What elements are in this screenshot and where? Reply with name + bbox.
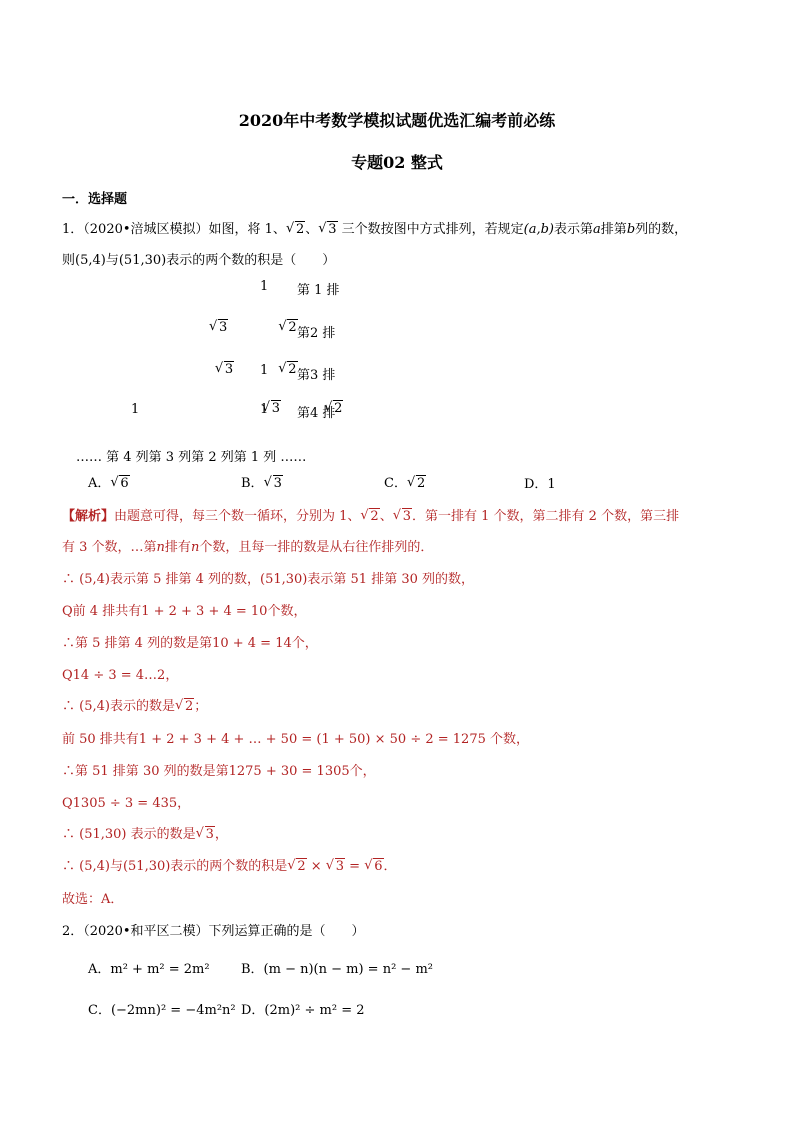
tri-r4-c4: 1	[131, 402, 140, 417]
tri-r4-c3: √ 3	[262, 401, 281, 416]
row-label-4: 第4 排	[297, 406, 336, 421]
q1-option-c: C．√ 2	[384, 472, 426, 491]
q1-option-d: D．1	[524, 477, 556, 492]
solution-line-13: 故选：A．	[62, 892, 124, 907]
row-label-2: 第2 排	[297, 326, 336, 341]
q1-stem-line1: 1．（2020•涪城区模拟）如图，将 1、√ 2、√ 3 三个数按图中方式排列，若规定(a,b)表示第a排第b列的数，	[62, 218, 687, 237]
q1-option-a: A．√ 6	[88, 472, 130, 491]
q2-option-d: D．(2m)² ÷ m² = 2	[241, 1003, 365, 1018]
solution-line-11: ∴ (51,30) 表示的数是√ 3，	[62, 823, 228, 842]
solution-line-1: 【解析】由题意可得，每三个数一循环，分别为 1、√ 2、√ 3．第一排有 1 个数，第二排有 2 个数，第三排	[62, 505, 679, 524]
solution-line-12: ∴ (5,4)与(51,30)表示的两个数的积是√ 2 × √ 3 = √ 6．	[62, 855, 397, 874]
solution-line-6: Q14 ÷ 3 = 4…2，	[62, 668, 179, 683]
q1-stem-line2: 则(5,4)与(51,30)表示的两个数的积是（ ）	[62, 253, 336, 268]
solution-line-2: 有 3 个数，…第n排有n个数，且每一排的数是从右往作排列的．	[62, 540, 434, 555]
solution-line-5: ∴第 5 排第 4 列的数是第10 + 4 = 14个，	[62, 636, 318, 651]
page-subtitle: 专题02 整式	[351, 153, 443, 172]
page-title: 2020年中考数学模拟试题优选汇编考前必练	[238, 111, 556, 130]
tri-r4-c2: √ 2	[324, 401, 343, 416]
solution-line-9: ∴第 51 排第 30 列的数是第1275 + 30 = 1305个，	[62, 764, 376, 779]
q2-stem: 2．（2020•和平区二模）下列运算正确的是（ ）	[62, 924, 365, 939]
solution-line-8: 前 50 排共有1 + 2 + 3 + 4 + … + 50 = (1 + 50) × 50 ÷ 2 = 1275 个数，	[62, 732, 529, 747]
row-label-1: 第 1 排	[297, 283, 340, 298]
tri-r3-c3: √ 3	[215, 362, 234, 377]
solution-line-10: Q1305 ÷ 3 = 435，	[62, 796, 191, 811]
solution-line-4: Q前 4 排共有1 + 2 + 3 + 4 = 10个数，	[62, 604, 307, 619]
column-caption: …… 第 4 列第 3 列第 2 列第 1 列 ……	[76, 450, 307, 465]
q2-option-b: B．(m − n)(n − m) = n² − m²	[241, 962, 433, 977]
tri-r2-c2: √ 3	[209, 320, 228, 335]
tri-r2-c1: √ 2	[278, 320, 297, 335]
q2-option-c: C．(−2mn)² = −4m²n²	[88, 1003, 236, 1018]
q1-option-b: B．√ 3	[241, 472, 283, 491]
tri-r3-c1: 1	[260, 363, 269, 378]
tri-r3-c2: √ 2	[278, 362, 297, 377]
q2-option-a: A．m² + m² = 2m²	[88, 962, 210, 977]
solution-line-3: ∴ (5,4)表示第 5 排第 4 列的数，(51,30)表示第 51 排第 30 列的数，	[62, 572, 474, 587]
tri-r4-c1: 1	[260, 402, 269, 417]
solution-line-7: ∴ (5,4)表示的数是√ 2；	[62, 695, 207, 714]
tri-r1-c1: 1	[260, 279, 269, 294]
section-label: 一．选择题	[62, 192, 128, 207]
row-label-3: 第3 排	[297, 368, 336, 383]
